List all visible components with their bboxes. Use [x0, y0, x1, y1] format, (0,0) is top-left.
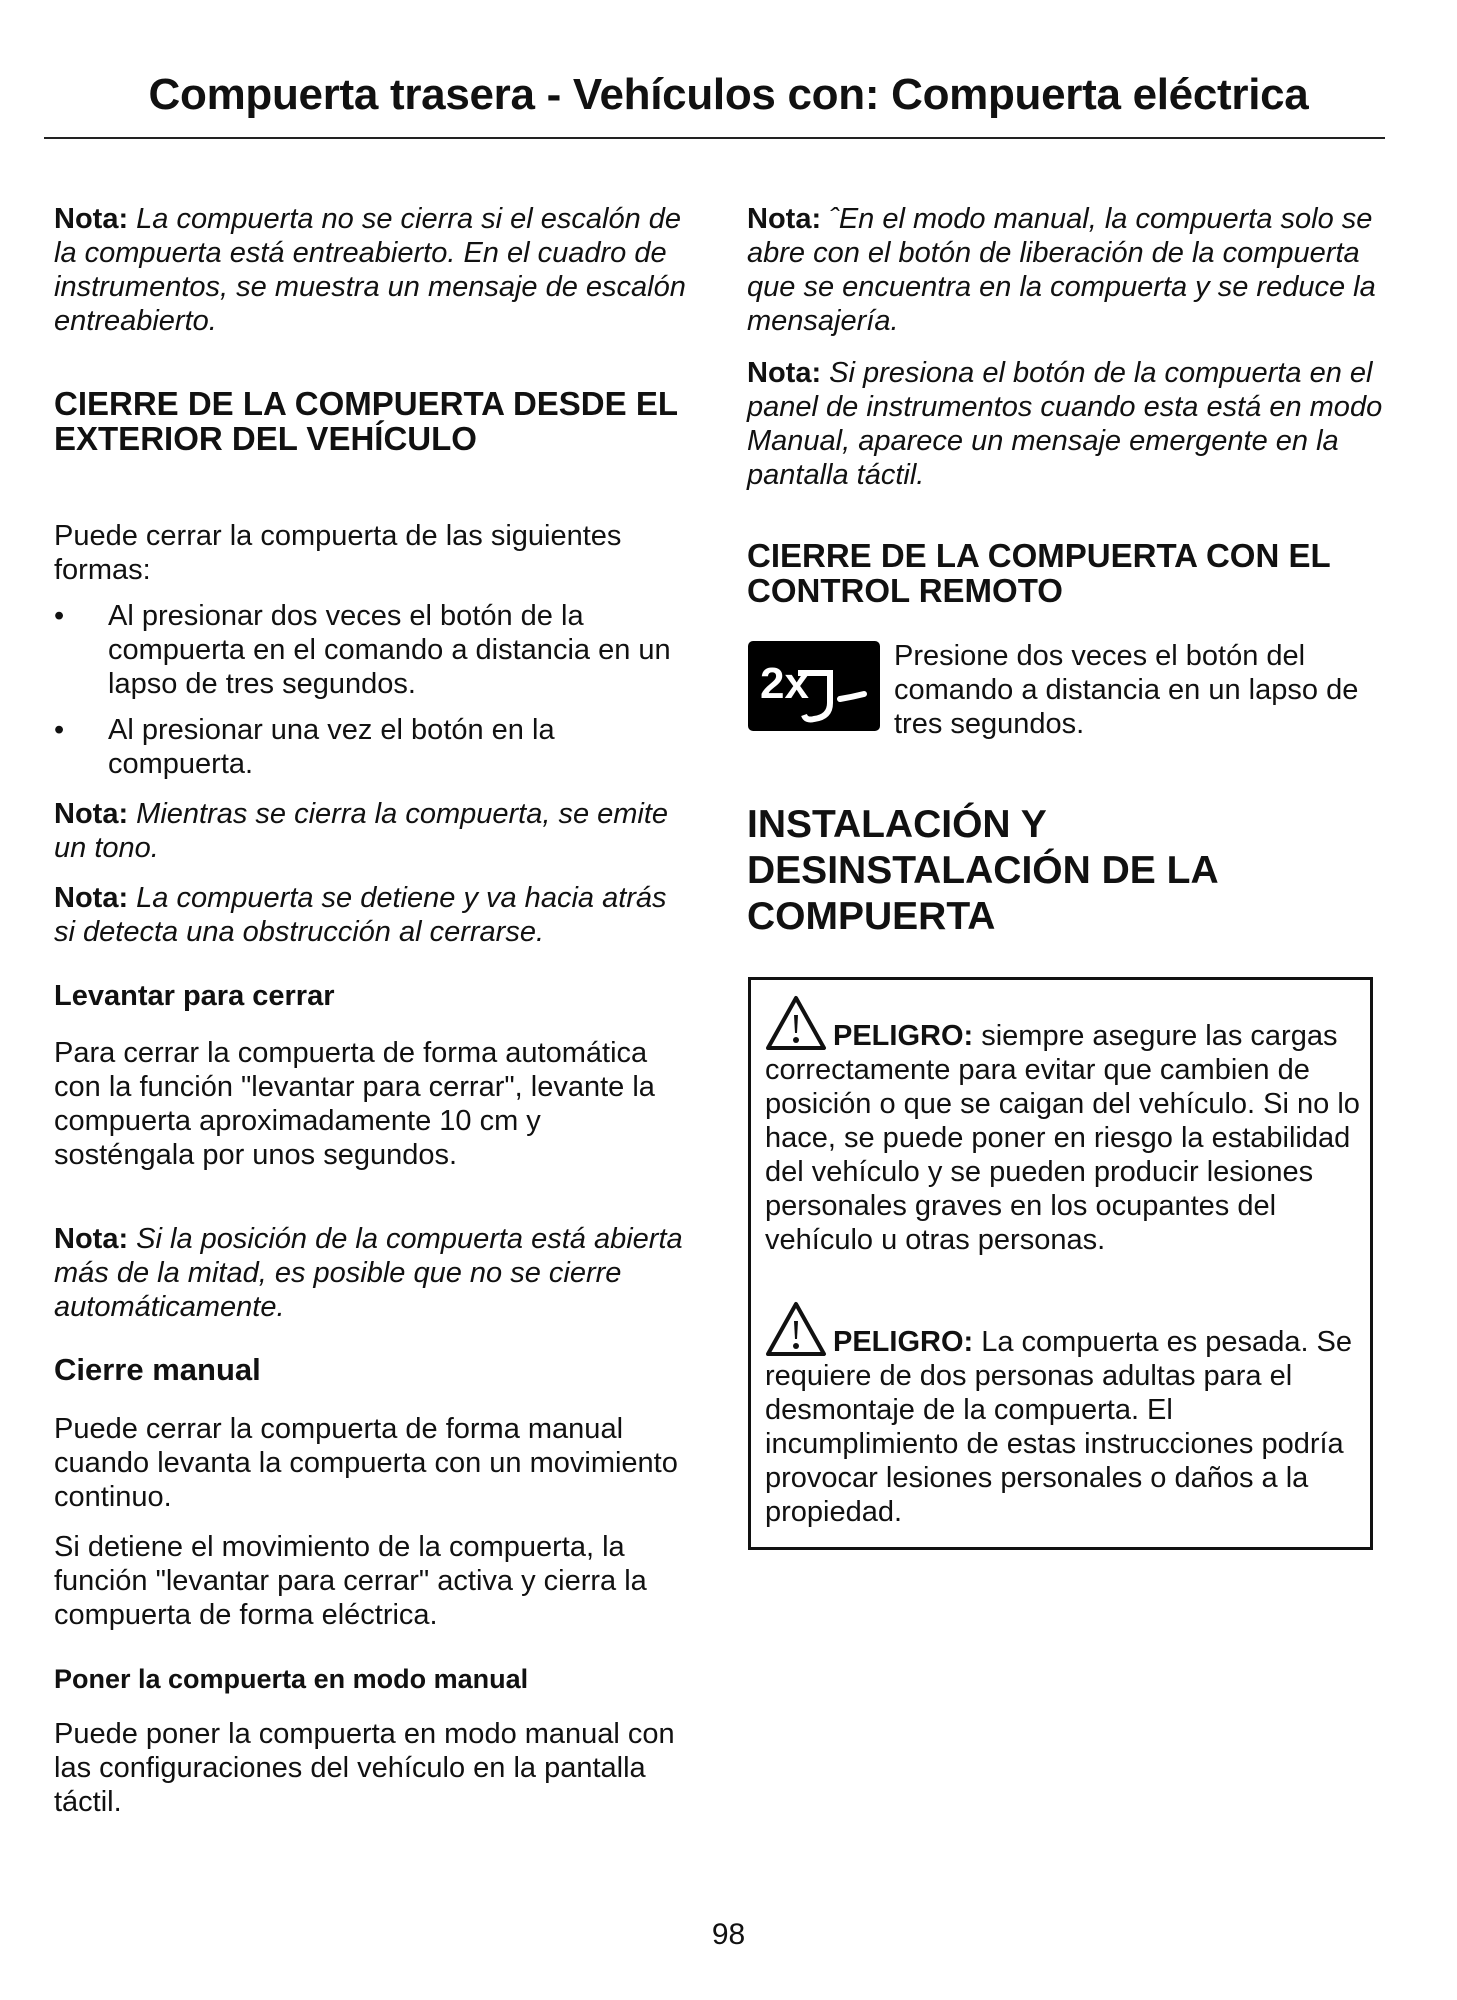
- remote-double-press-icon: [748, 641, 880, 731]
- subheading: Levantar para cerrar: [54, 980, 335, 1012]
- note-text: Mientras se cierra la compuerta, se emite un tono.: [54, 798, 669, 864]
- note-text: Si la posición de la compuerta está abierta más de la mitad, es posible que no se cierre automáticamente.: [54, 1223, 683, 1323]
- note: [54, 202, 689, 338]
- title-divider: [44, 137, 1385, 139]
- note-text: ˆEn el modo manual, la compuerta solo se abre con el botón de liberación de la compuerta que se encuentra en la compuerta y se reduce la mensajería.: [747, 203, 1376, 337]
- section-heading: INSTALACIÓN Y DESINSTALACIÓN DE LA COMPUERTA: [747, 803, 1218, 938]
- note: [54, 797, 689, 865]
- note-text: Si presiona el botón de la compuerta en el panel de instrumentos cuando esta está en modo Manual, aparece un mensaje emergente en la pantalla táctil.: [747, 357, 1383, 491]
- note-label: Nota:: [54, 882, 129, 914]
- bullet-icon: •: [54, 714, 65, 746]
- bullet-icon: •: [54, 600, 65, 632]
- tailgate-icon: [748, 641, 880, 731]
- paragraph: Puede poner la compuerta en modo manual con las configuraciones del vehículo en la pantalla táctil.: [54, 1718, 675, 1818]
- paragraph: Si detiene el movimiento de la compuerta, la función "levantar para cerrar" activa y cierra la compuerta de forma eléctrica.: [54, 1531, 647, 1631]
- warning-triangle-icon: [765, 1301, 827, 1357]
- warning-box: [748, 977, 1373, 1550]
- note-label: Nota:: [54, 798, 129, 830]
- note-label: Nota:: [747, 357, 822, 389]
- warning-triangle-icon: [765, 995, 827, 1051]
- warning-text: siempre asegure las cargas correctamente para evitar que cambien de posición o que se caigan del vehículo. Si no lo hace, se puede poner en riesgo la estabilidad del vehículo y se pueden producir lesiones personales graves en los ocupantes del vehículo u otras personas.: [765, 1020, 1360, 1256]
- note-label: Nota:: [54, 203, 129, 235]
- paragraph: Puede cerrar la compuerta de forma manual cuando levanta la compuerta con un movimiento continuo.: [54, 1413, 678, 1513]
- subheading: Poner la compuerta en modo manual: [54, 1664, 529, 1694]
- section-heading: CIERRE DE LA COMPUERTA CON EL CONTROL REMOTO: [747, 537, 1331, 609]
- note: [747, 202, 1392, 338]
- list-item-text: Al presionar una vez el botón en la compuerta.: [108, 714, 555, 780]
- page-number: 98: [711, 1918, 746, 1951]
- note: [54, 881, 689, 949]
- warning: [765, 995, 1360, 1257]
- warning-label: PELIGRO:: [833, 1020, 974, 1052]
- bullet-list: [54, 599, 689, 781]
- section-heading: CIERRE DE LA COMPUERTA DESDE EL EXTERIOR DEL VEHÍCULO: [54, 385, 678, 457]
- note-label: Nota:: [747, 203, 822, 235]
- warning-text: La compuerta es pesada. Se requiere de dos personas adultas para el desmontaje de la compuerta. El incumplimiento de estas instrucciones podría provocar lesiones personales o daños a la propiedad.: [765, 1326, 1353, 1528]
- note: [54, 1222, 689, 1324]
- note: [747, 356, 1392, 492]
- note-label: Nota:: [54, 1223, 129, 1255]
- warning-label: PELIGRO:: [833, 1326, 974, 1358]
- warning: [765, 1301, 1360, 1529]
- note-text: La compuerta se detiene y va hacia atrás si detecta una obstrucción al cerrarse.: [54, 882, 667, 948]
- paragraph: Para cerrar la compuerta de forma automática con la función "levantar para cerrar", levante la compuerta aproximadamente 10 cm y sosténgala por unos segundos.: [54, 1037, 655, 1171]
- list-item: [54, 599, 689, 701]
- subheading: Cierre manual: [54, 1352, 261, 1387]
- list-item-text: Al presionar dos veces el botón de la compuerta en el comando a distancia en un lapso de tres segundos.: [108, 600, 671, 700]
- paragraph: Puede cerrar la compuerta de las siguientes formas:: [54, 520, 622, 586]
- list-item: [54, 713, 689, 781]
- icon-label: 2x: [760, 659, 809, 708]
- note-text: La compuerta no se cierra si el escalón de la compuerta está entreabierto. En el cuadro de instrumentos, se muestra un mensaje de escalón entreabierto.: [54, 203, 686, 337]
- page-title: Compuerta trasera - Vehículos con: Compuerta eléctrica: [148, 70, 1309, 119]
- remote-instruction: Presione dos veces el botón del comando a distancia en un lapso de tres segundos.: [894, 640, 1359, 740]
